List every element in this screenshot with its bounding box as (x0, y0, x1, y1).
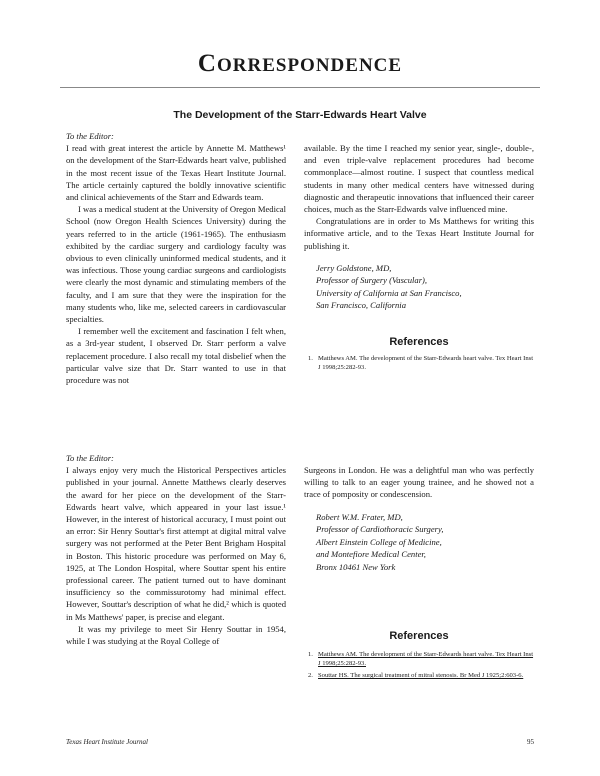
section-heading (0, 50, 600, 78)
signature-line: Professor of Surgery (Vascular), (316, 275, 428, 286)
reference-item (308, 671, 534, 680)
letter1-paragraph: I was a medical student at the University of Oregon Medical School (now Oregon Health Sciences University) during the years referred to in the article (1961-1965). The enthusiasm exhibited by the cardiac surgery and cardiology faculty was obvious to even clinically uninformed medical students, and it was infectious. Those young cardiac surgeons and cardiologists were clearly the most dynamic and stimulating members of the faculty, and I am sure that they were the inspiration for the many students who, like me, selected careers in cardiovascular specialties. (66, 204, 286, 325)
letter2-right-column (304, 464, 534, 573)
signature-line: University of California at San Francisco, (316, 287, 462, 298)
letter2-paragraph: I always enjoy very much the Historical Perspectives articles published in your journal. Annette Matthews clearly deserves the award for her piece on the development of the Starr-Edwards heart valve, which appeared in your last issue.¹ However, in the interest of historical accuracy, I must point out an error: Sir Henry Souttar's first attempt at digital mitral valve surgery was not performed at the Peter Bent Brigham Hospital in Boston. This historic procedure was performed on May 6, 1925, at The London Hospital, where Souttar spent his entire professional career. The patient turned out to have dominant insufficiency so the commissurotomy had minimal effect. However, Souttar's description of what he did,² which is quoted in Ms Matthews' paper, is precise and elegant. (66, 465, 286, 622)
signature-line: Albert Einstein College of Medicine, (316, 536, 442, 547)
signature-line: San Francisco, California (316, 300, 406, 311)
letter1-right-column (304, 142, 534, 312)
letter2-references-heading: References (389, 630, 449, 642)
letter1-references-list (308, 354, 534, 372)
header-rule (60, 87, 540, 88)
reference-item (308, 650, 534, 668)
letter1-paragraph: I remember well the excitement and fascination I felt when, as a 3rd-year student, I observed Dr. Starr perform a valve replacement procedure. I also recall my total disbelief when the particular valve size that Dr. Starr wanted to use in that procedure was not (66, 326, 286, 386)
footer-journal-name: Texas Heart Institute Journal (66, 738, 148, 746)
letter1-paragraph: I read with great interest the article by Annette M. Matthews¹ on the development of the Starr-Edwards heart valve, published in the most recent issue of the Texas Heart Institute Journal. The article certainly captured the boldly innovative scientific and clinical achievements of the Starr and Edwards team. (66, 143, 286, 203)
signature-line: Professor of Cardiothoracic Surgery, (316, 524, 444, 535)
letter1-signature (304, 262, 534, 312)
letter1-paragraph: available. By the time I reached my senior year, single-, double-, and even triple-valve replacement procedures had become commonplace—almost routine. I suspect that countless medical students in many other medical centers have witnessed during diagnostic and therapeutic innovations that influenced their career choices, much as the Starr-Edwards valve influenced mine. (304, 143, 534, 215)
letter1-salutation: To the Editor: (66, 131, 114, 141)
section-heading-initial: C (197, 50, 217, 77)
reference-item (308, 354, 534, 372)
signature-line: Jerry Goldstone, MD, (316, 262, 392, 273)
letter1-references-heading: References (389, 336, 449, 348)
footer-page-number: 95 (527, 738, 534, 746)
reference-number: 1. (308, 355, 313, 362)
signature-line: and Montefiore Medical Center, (316, 549, 426, 560)
letter2-paragraph: It was my privilege to meet Sir Henry Souttar in 1954, while I was studying at the Royal College of (66, 623, 286, 647)
reference-text: Souttar HS. The surgical treatment of mitral stenosis. Br Med J 1925;2:603-6. (318, 672, 524, 679)
letter2-signature (304, 511, 534, 574)
article-title: The Development of the Starr-Edwards Heart Valve (173, 109, 427, 121)
signature-line: Bronx 10461 New York (316, 561, 396, 572)
letter2-left-column (66, 452, 286, 647)
letter1-left-column (66, 130, 286, 386)
letter1-paragraph: Congratulations are in order to Ms Matthews for writing this informative article, and to the Texas Heart Institute Journal for publishing it. (304, 216, 534, 251)
reference-number: 1. (308, 651, 313, 658)
letter2-salutation: To the Editor: (66, 453, 114, 463)
section-heading-rest: ORRESPONDENCE (216, 55, 403, 76)
letter2-references-list (308, 650, 534, 680)
reference-text: Matthews AM. The development of the Starr-Edwards heart valve. Tex Heart Inst J 1998;25:282-93. (318, 355, 534, 371)
letter2-paragraph: Surgeons in London. He was a delightful man who was perfectly willing to talk to an eager young trainee, and he showed not a trace of pomposity or condescension. (304, 465, 534, 500)
reference-text: Matthews AM. The development of the Starr-Edwards heart valve. Tex Heart Inst J 1998;25:282-93. (318, 651, 534, 667)
signature-line: Robert W.M. Frater, MD, (316, 511, 403, 522)
reference-number: 2. (308, 672, 313, 679)
